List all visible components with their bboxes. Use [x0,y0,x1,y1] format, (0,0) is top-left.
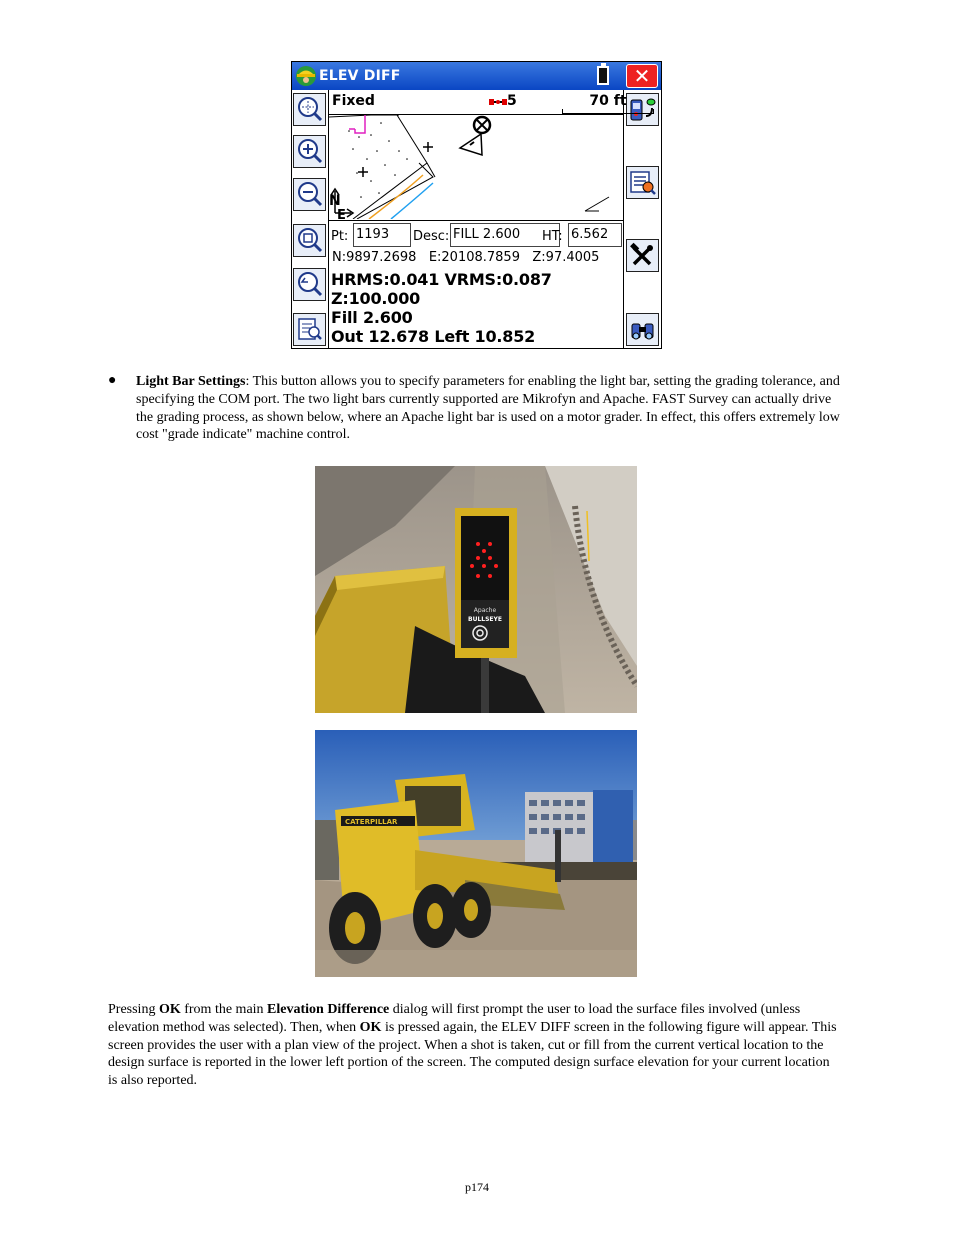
northing-value: N:9897.2698 [332,250,417,265]
elevation-difference-term: Elevation Difference [267,1002,390,1017]
layer-settings-button[interactable] [626,166,659,199]
binoculars-button[interactable] [626,313,659,346]
gps-status-bar [329,90,627,115]
battery-icon [597,66,609,85]
window-title: ELEV DIFF [319,68,401,84]
tools-icon [627,240,658,271]
zoom-window-button[interactable] [293,224,326,257]
main-text-3: dialog will first prompt the user to load the surface files involved (unless elevation method was selected). Then, when [108,1002,801,1035]
zoom-out-button[interactable] [293,178,326,211]
lightbar-brand-text: Apache [473,607,497,614]
elev-diff-description-paragraph [108,1001,838,1090]
design-elevation: Z:100.000 [331,289,421,308]
height-input[interactable]: 6.562 [568,223,622,247]
light-bar-settings-text: : This button allows you to specify parameters for enabling the light bar, setting the grading tolerance, and specifying the COM port. The two light bars currently supported are Mikrofyn and Apache. FAST Survey can actually drive the grading process, as shown below, where an Apache light bar is used on a motor grader. In effect, this offers extremely low cost "grade indicate" machine control. [136,374,840,443]
east-arrow-label: E [337,208,346,219]
scale-bar [562,109,654,114]
lightbar-model-text: BULLSEYE [468,616,502,623]
fix-status: Fixed [332,93,375,109]
light-bar-settings-paragraph [136,373,840,444]
zoom-previous-button[interactable] [293,268,326,301]
title-bar [292,62,661,90]
map-scale [562,93,654,111]
right-toolbar-divider [623,90,624,348]
description-input[interactable]: FILL 2.600 [450,223,560,247]
height-label: HT: [542,229,563,244]
layer-settings-icon [627,167,658,198]
offset-readout: Out 12.678 Left 10.852 [331,327,536,346]
zoom-previous-icon [294,269,325,300]
elev-diff-screen [291,61,662,349]
ok-term-1: OK [158,1002,181,1017]
light-bar-settings-term: Light Bar Settings [136,374,246,389]
elevation-value: Z:97.4005 [532,250,600,265]
north-arrow-label: N [329,193,341,209]
zoom-window-icon [294,225,325,256]
zoom-out-icon [294,179,325,210]
binoculars-icon [627,314,658,345]
zoom-list-icon [294,314,325,345]
main-text-1: Pressing [108,1002,159,1017]
point-number-input[interactable]: 1193 [353,223,411,247]
main-text-2: from the main [180,1002,268,1017]
cut-fill-value: Fill 2.600 [331,308,413,327]
description-label: Desc: [413,229,450,244]
point-label: Pt: [331,229,349,244]
zoom-extents-icon [294,94,325,125]
main-text-4: is pressed again, the ELEV DIFF screen in the following figure will appear. This screen provides the user with a plan view of the project. When a shot is taken, cut or fill from the current vertical location to the design surface is reported in the lower left portion of the screen. The computed design surface elevation for your current location is also reported. [108,1019,837,1089]
plan-view-map[interactable] [329,115,623,219]
bullet-marker: ● [108,373,117,388]
accuracy-readout: HRMS:0.041 VRMS:0.087 [331,270,552,289]
zoom-in-icon [294,136,325,167]
grader-brand-text: CATERPILLAR [345,818,398,826]
motor-grader-photo [315,730,637,977]
map-scale-label: 70 ft [589,93,627,109]
zoom-in-button[interactable] [293,135,326,168]
easting-value: E:20108.7859 [428,250,520,265]
point-input-row [329,220,623,249]
satellite-icon [489,97,507,107]
close-button[interactable]: ✕ [626,64,658,88]
ok-term-2: OK [359,1019,382,1035]
surveyor-app-icon [295,65,317,87]
light-bar-photo [315,466,637,713]
satellite-count: 5 [507,93,517,109]
zoom-extents-button[interactable] [293,93,326,126]
tools-button[interactable] [626,239,659,272]
current-coordinates [332,250,599,265]
page-number: p174 [465,1180,489,1194]
zoom-list-button[interactable] [293,313,326,346]
